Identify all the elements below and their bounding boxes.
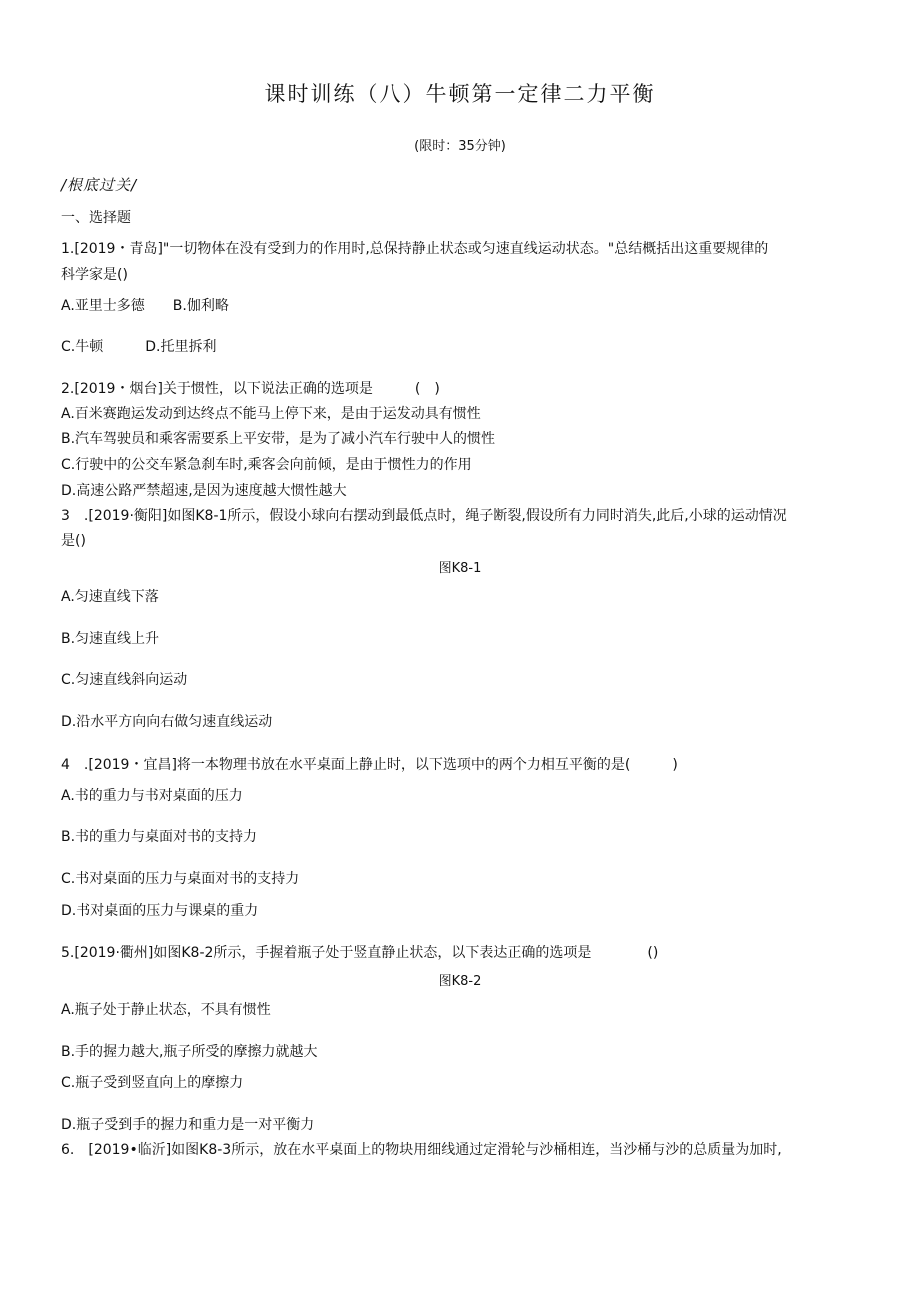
q3-option-a: A.匀速直线下落 xyxy=(61,589,159,605)
page-title: 课时训练（八）牛顿第一定律二力平衡 xyxy=(264,82,656,106)
q5-figure-caption: 图K8-2 xyxy=(438,974,482,989)
q3-stem-line1: 3 .[2019·衡阳]如图K8-1所示，假设小球向右摆动到最低点时，绳子断裂,假设所有力同时消失,此后,小球的运动情况 xyxy=(61,508,787,524)
q5-option-c: C.瓶子受到竖直向上的摩擦力 xyxy=(61,1075,244,1091)
q5-option-a: A.瓶子处于静止状态，不具有惯性 xyxy=(61,1002,271,1018)
q3-stem-line2: 是() xyxy=(61,533,86,549)
q3-figure-caption: 图K8-1 xyxy=(438,561,482,576)
q3-option-c: C.匀速直线斜向运动 xyxy=(61,672,188,688)
q3-option-d: D.沿水平方向向右做匀速直线运动 xyxy=(61,714,273,730)
q4-stem: 4 .[2019・宜昌]将一本物理书放在水平桌面上静止时，以下选项中的两个力相互平衡的是( ) xyxy=(61,757,678,773)
q5-option-b: B.手的握力越大,瓶子所受的摩擦力就越大 xyxy=(61,1044,318,1060)
q2-option-b: B.汽车驾驶员和乘客需要系上平安带，是为了减小汽车行驶中人的惯性 xyxy=(61,431,496,447)
q4-option-c: C.书对桌面的压力与桌面对书的支持力 xyxy=(61,871,300,887)
q2-option-a: A.百米赛跑运发动到达终点不能马上停下来，是由于运发动具有惯性 xyxy=(61,406,481,422)
section-label: /根底过关/ xyxy=(61,176,138,194)
q5-option-d: D.瓶子受到手的握力和重力是一对平衡力 xyxy=(61,1117,315,1133)
q4-option-b: B.书的重力与桌面对书的支持力 xyxy=(61,829,258,845)
q1-stem-line1: 1.[2019・青岛]"一切物体在没有受到力的作用时,总保持静止状态或匀速直线运动状态。"总结概括出这重要规律的 xyxy=(61,241,769,257)
q2-option-c: C.行驶中的公交车紧急刹车时,乘客会向前倾，是由于惯性力的作用 xyxy=(61,457,472,473)
q2-stem: 2.[2019・烟台]关于惯性，以下说法正确的选项是 ( ) xyxy=(61,381,440,397)
q4-option-d: D.书对桌面的压力与课桌的重力 xyxy=(61,903,259,919)
q2-option-d: D.高速公路严禁超速,是因为速度越大惯性越大 xyxy=(61,483,347,499)
q4-option-a: A.书的重力与书对桌面的压力 xyxy=(61,788,243,804)
q1-options-cd: C.牛顿 D.托里拆利 xyxy=(61,339,217,355)
time-limit: (限时：35分钟) xyxy=(414,139,506,154)
part-heading: 一、选择题 xyxy=(61,210,131,226)
q1-stem-line2: 科学家是() xyxy=(61,267,128,283)
q3-option-b: B.匀速直线上升 xyxy=(61,631,160,647)
q1-options-ab: A.亚里士多德 B.伽利略 xyxy=(61,298,229,314)
q6-stem: 6. [2019•临沂]如图K8-3所示，放在水平桌面上的物块用细线通过定滑轮与沙桶相连，当沙桶与沙的总质量为加时, xyxy=(61,1142,782,1158)
q5-stem: 5.[2019·衢州]如图K8-2所示，手握着瓶子处于竖直静止状态，以下表达正确的选项是 () xyxy=(61,945,659,961)
